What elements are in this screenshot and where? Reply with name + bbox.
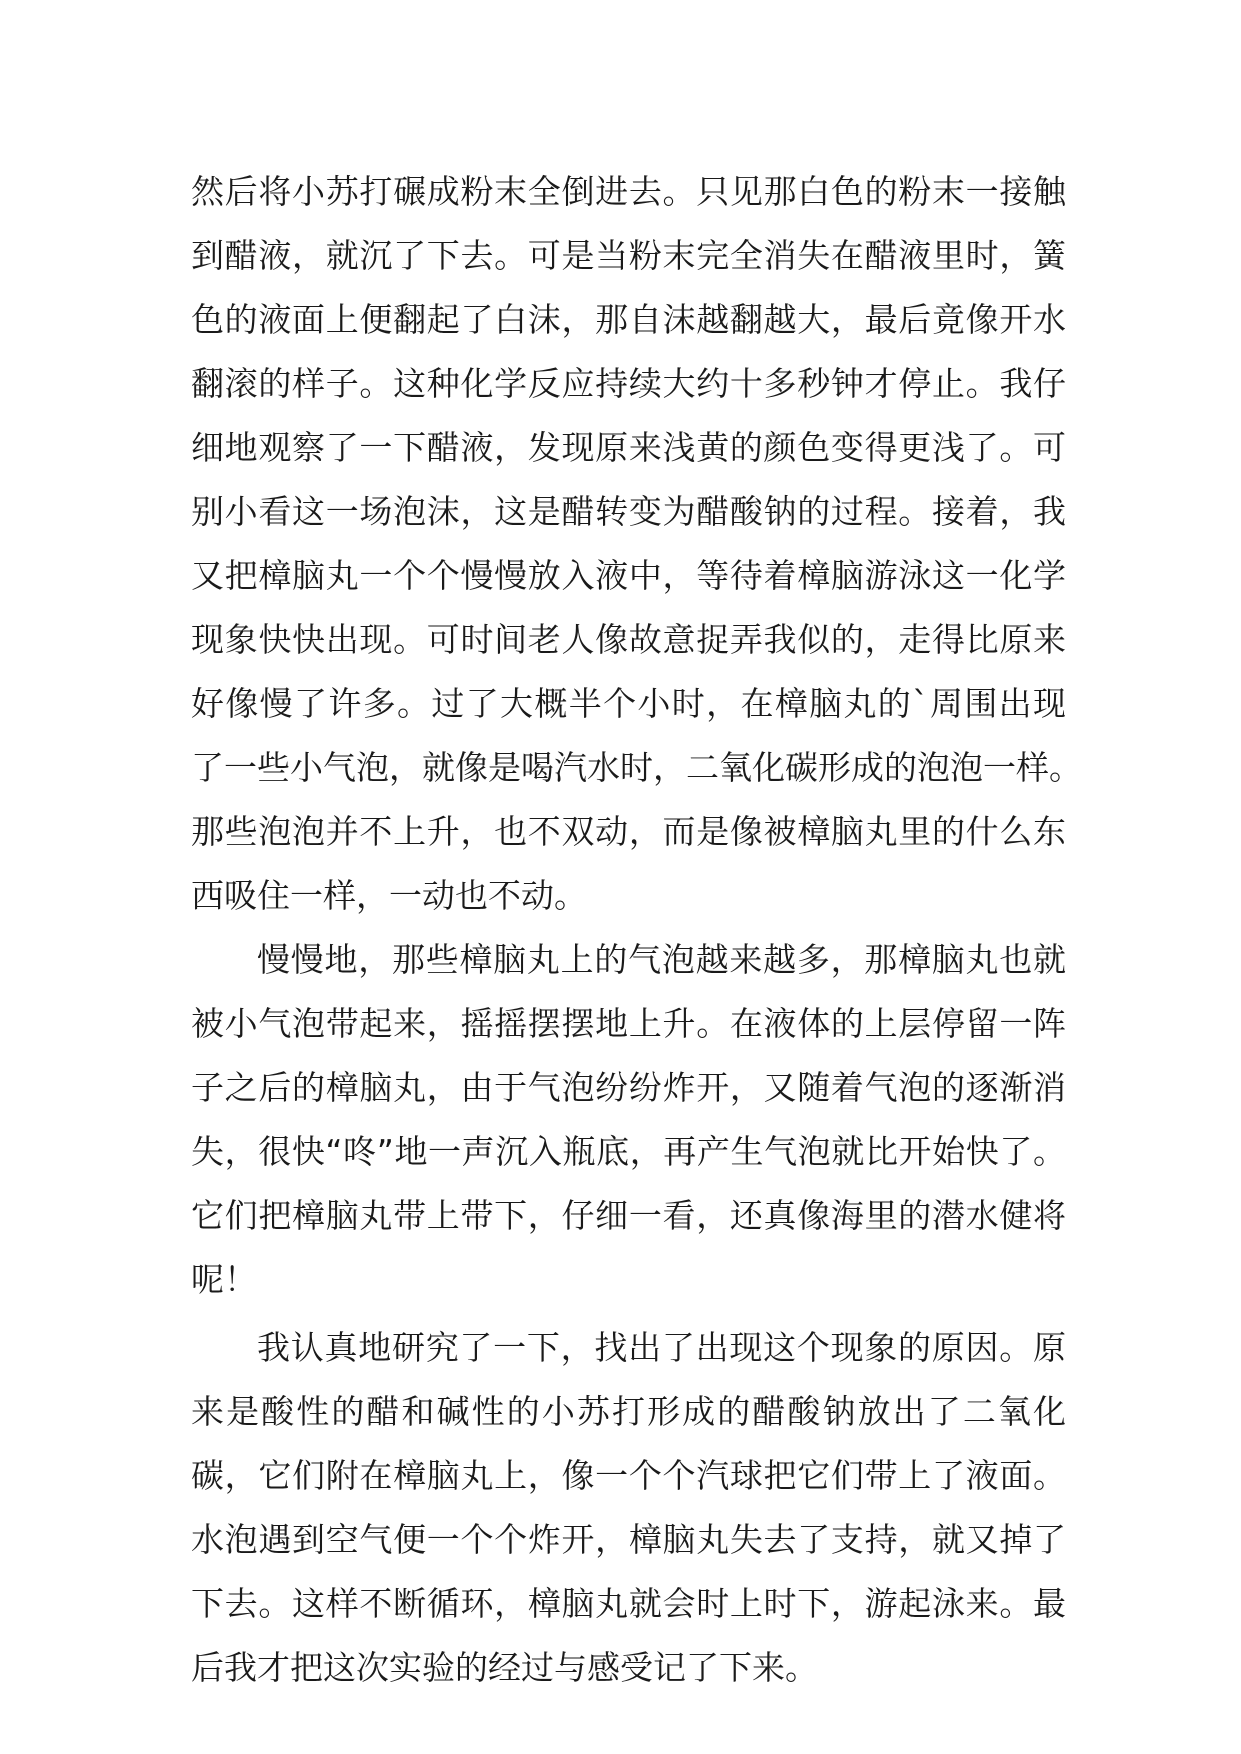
text-line: 碳，它们附在樟脑丸上，像一个个汽球把它们带上了液面。 xyxy=(191,1456,1066,1495)
text-line: 慢慢地，那些樟脑丸上的气泡越来越多，那樟脑丸也就 xyxy=(257,940,1066,979)
text-line: 水泡遇到空气便一个个炸开，樟脑丸失去了支持，就又掉了 xyxy=(191,1520,1066,1559)
text-line: 后我才把这次实验的经过与感受记了下来。 xyxy=(191,1648,818,1687)
text-line: 我认真地研究了一下，找出了出现这个现象的原因。原 xyxy=(257,1328,1066,1367)
text-line: 它们把樟脑丸带上带下，仔细一看，还真像海里的潜水健将 xyxy=(191,1196,1066,1235)
text-line: 好像慢了许多。过了大概半个小时，在樟脑丸的`周围出现 xyxy=(191,684,1066,723)
text-line: 子之后的樟脑丸，由于气泡纷纷炸开，又随着气泡的逐渐消 xyxy=(191,1068,1066,1107)
text-line: 失，很快“咚”地一声沉入瓶底，再产生气泡就比开始快了。 xyxy=(191,1132,1066,1171)
text-line: 西吸住一样，一动也不动。 xyxy=(191,876,587,915)
text-line: 别小看这一场泡沫，这是醋转变为醋酸钠的过程。接着，我 xyxy=(191,492,1066,531)
text-line: 色的液面上便翻起了白沫，那自沫越翻越大，最后竟像开水 xyxy=(191,300,1066,339)
text-line: 呢！ xyxy=(191,1260,257,1299)
text-line: 被小气泡带起来，摇摇摆摆地上升。在液体的上层停留一阵 xyxy=(191,1004,1066,1043)
text-line: 又把樟脑丸一个个慢慢放入液中，等待着樟脑游泳这一化学 xyxy=(191,556,1066,595)
paragraph-1 xyxy=(191,160,1082,928)
paragraph-2 xyxy=(191,928,1066,1312)
text-line: 下去。这样不断循环，樟脑丸就会时上时下，游起泳来。最 xyxy=(191,1584,1066,1623)
text-line: 翻滚的样子。这种化学反应持续大约十多秒钟才停止。我仔 xyxy=(191,364,1066,403)
text-line: 那些泡泡并不上升，也不双动，而是像被樟脑丸里的什么东 xyxy=(191,812,1066,851)
document-body xyxy=(191,160,1082,1700)
text-line: 现象快快出现。可时间老人像故意捉弄我似的，走得比原来 xyxy=(191,620,1066,659)
text-line: 了一些小气泡，就像是喝汽水时，二氧化碳形成的泡泡一样。 xyxy=(191,748,1082,787)
text-line: 来是酸性的醋和碱性的小苏打形成的醋酸钠放出了二氧化 xyxy=(191,1392,1066,1431)
text-line: 到醋液，就沉了下去。可是当粉末完全消失在醋液里时，簧 xyxy=(191,236,1066,275)
paragraph-3 xyxy=(191,1316,1066,1700)
text-line: 细地观察了一下醋液，发现原来浅黄的颜色变得更浅了。可 xyxy=(191,428,1066,467)
text-line: 然后将小苏打碾成粉末全倒进去。只见那白色的粉末一接触 xyxy=(191,172,1066,211)
